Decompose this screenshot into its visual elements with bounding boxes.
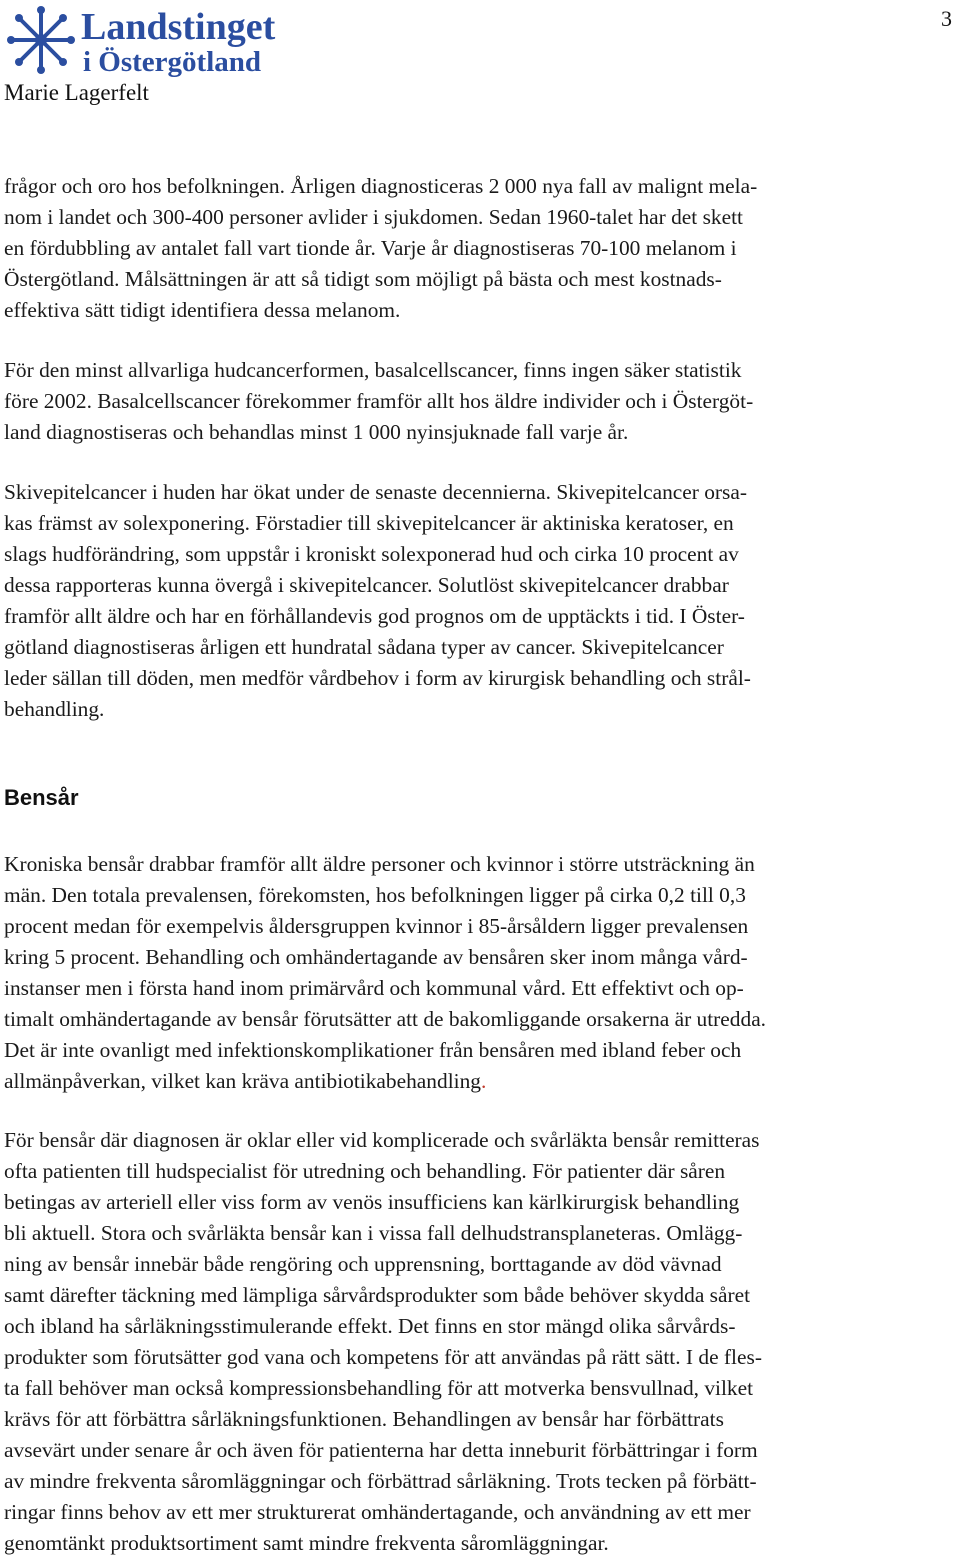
text-line: dessa rapporteras kunna övergå i skivepitelcancer. Solutlöst skivepitelcancer drabbar — [4, 573, 729, 597]
text-line: ringar finns behov av ett mer strukturerat omhändertagande, och användning av ett mer — [4, 1500, 751, 1524]
paragraph-leg-ulcers — [4, 849, 956, 1097]
text-line: effektiva sätt tidigt identifiera dessa melanom. — [4, 298, 401, 322]
text-line: Östergötland. Målsättningen är att så tidigt som möjligt på bästa och mest kostnads- — [4, 267, 722, 291]
text-line: timalt omhändertagande av bensår förutsätter att de bakomliggande orsakerna är utredda. — [4, 1007, 767, 1031]
text-line: land diagnostiseras och behandlas minst 1 000 nyinsjuknade fall varje år. — [4, 420, 629, 444]
text-line: före 2002. Basalcellscancer förekommer framför allt hos äldre individer och i Östergöt- — [4, 389, 754, 413]
logo-graphic — [3, 3, 313, 77]
text-line: kas främst av solexponering. Förstadier till skivepitelcancer är aktiniska keratoser, en — [4, 511, 734, 535]
page-number: 3 — [941, 6, 952, 31]
logo-emblem-icon — [7, 6, 75, 74]
text-line: Skivepitelcancer i huden har ökat under de senaste decennierna. Skivepitelcancer orsa- — [4, 480, 748, 504]
author-name: Marie Lagerfelt — [4, 80, 149, 105]
section-heading-bensar: Bensår — [4, 785, 79, 810]
text-line-body: allmänpåverkan, vilket kan kräva antibiotikabehandling — [4, 1069, 481, 1093]
text-line: Kroniska bensår drabbar framför allt äldre personer och kvinnor i större utsträckning än — [4, 852, 755, 876]
text-line: genomtänkt produktsortiment samt mindre frekventa såromläggningar. — [4, 1531, 609, 1555]
text-line: produkter som förutsätter god vana och kompetens för att användas på rätt sätt. I de fles- — [4, 1345, 762, 1369]
text-line: betingas av arteriell eller viss form av venös insufficiens kan kärlkirurgisk behandling — [4, 1190, 740, 1214]
landstinget-logo — [3, 3, 313, 77]
text-line: behandling. — [4, 697, 105, 721]
text-line: ofta patienten till hudspecialist för utredning och behandling. För patienter där såren — [4, 1159, 726, 1183]
text-line: framför allt äldre och har en förhållandevis god prognos om de upptäckts i tid. I Öster- — [4, 604, 745, 628]
text-line: götland diagnostiseras årligen ett hundratal sådana typer av cancer. Skivepitelcancer — [4, 635, 724, 659]
logo-text-line1: Landstinget — [81, 6, 276, 48]
paragraph-leg-ulcer-treatment — [4, 1125, 956, 1559]
text-line: För bensår där diagnosen är oklar eller vid komplicerade och svårläkta bensår remitteras — [4, 1128, 760, 1152]
logo-text-line2: i Östergötland — [83, 46, 262, 77]
text-line: och ibland ha sårläkningsstimulerande effekt. Det finns en stor mängd olika sårvårds- — [4, 1314, 736, 1338]
text-line: slags hudförändring, som uppstår i kroniskt solexponerad hud och cirka 10 procent av — [4, 542, 739, 566]
text-line: kring 5 procent. Behandling och omhändertagande av bensåren sker inom många vård- — [4, 945, 748, 969]
text-line: För den minst allvarliga hudcancerformen, basalcellscancer, finns ingen säker statistik — [4, 358, 742, 382]
text-line: ta fall behöver man också kompressionsbehandling för att motverka bensvullnad, vilket — [4, 1376, 754, 1400]
text-line-period: . — [480, 1069, 487, 1093]
text-line: instanser men i första hand inom primärvård och kommunal vård. Ett effektivt och op- — [4, 976, 744, 1000]
paragraph-squamous-cell — [4, 477, 956, 725]
text-line: Det är inte ovanligt med infektionskomplikationer från bensåren med ibland feber och — [4, 1038, 742, 1062]
text-line: nom i landet och 300-400 personer avlider i sjukdomen. Sedan 1960-talet har det skett — [4, 205, 743, 229]
text-line: avsevärt under senare år och även för patienterna har detta inneburit förbättringar i form — [4, 1438, 758, 1462]
paragraph-basal-cell — [4, 355, 956, 448]
text-line: frågor och oro hos befolkningen. Årligen diagnosticeras 2 000 nya fall av malignt mela- — [4, 174, 758, 198]
text-line: en fördubbling av antalet fall vart tionde år. Varje år diagnostiseras 70-100 melanom i — [4, 236, 737, 260]
text-line: ning av bensår innebär både rengöring och upprensning, borttagande av död vävnad — [4, 1252, 722, 1276]
text-line: män. Den totala prevalensen, förekomsten, hos befolkningen ligger på cirka 0,2 till 0,3 — [4, 883, 746, 907]
text-line — [4, 1066, 956, 1097]
text-line: av mindre frekventa såromläggningar och förbättrad sårläkning. Trots tecken på förbätt- — [4, 1469, 757, 1493]
paragraph-melanoma — [4, 171, 956, 326]
text-line: procent medan för exempelvis åldersgruppen kvinnor i 85-årsåldern ligger prevalensen — [4, 914, 749, 938]
text-line: bli aktuell. Stora och svårläkta bensår kan i vissa fall delhudstransplaneteras. Omlägg- — [4, 1221, 743, 1245]
document-body — [4, 171, 956, 1559]
text-line: krävs för att förbättra sårläkningsfunktionen. Behandlingen av bensår har förbättrats — [4, 1407, 724, 1431]
text-line: samt därefter täckning med lämpliga sårvårdsprodukter som både behöver skydda såret — [4, 1283, 751, 1307]
text-line: leder sällan till döden, men medför vårdbehov i form av kirurgisk behandling och strål- — [4, 666, 751, 690]
